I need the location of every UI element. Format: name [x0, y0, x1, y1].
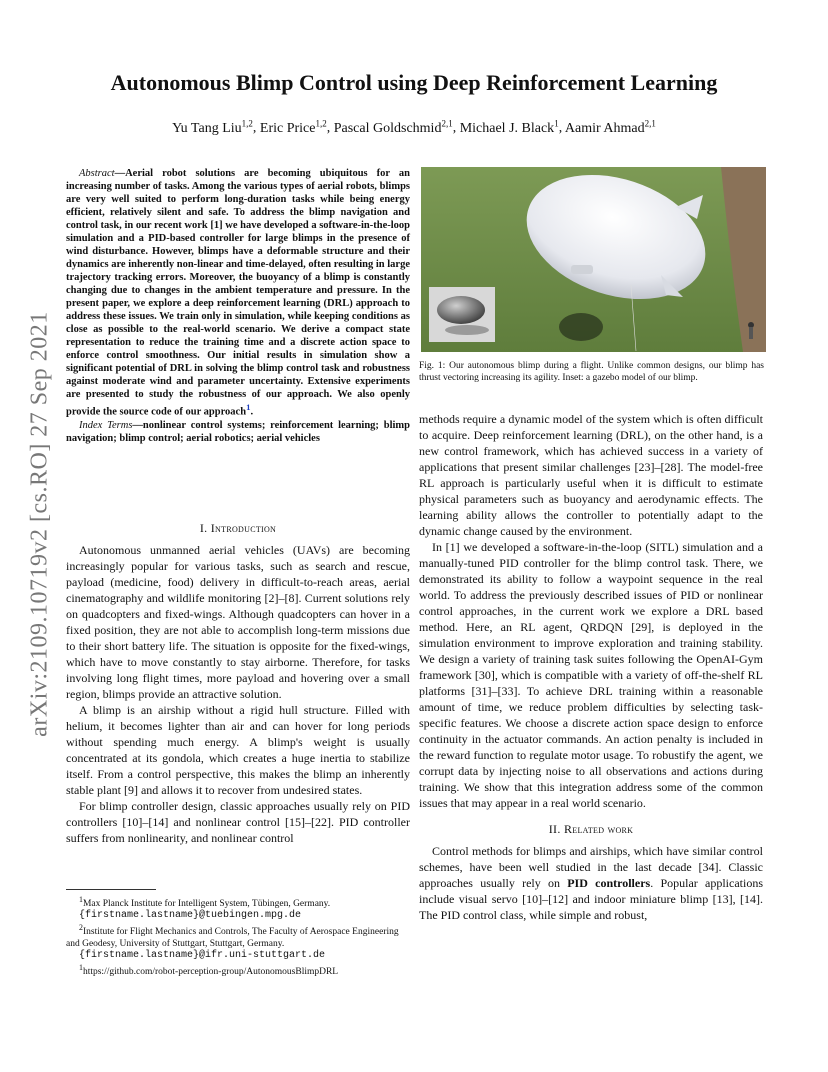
index-terms-label: Index Terms: [79, 419, 133, 431]
footnote-link[interactable]: 1: [246, 402, 251, 412]
footnotes: $^1$Max Planck Institute for Intelligent System, Tübingen, Germany. {firstname.lastname}@tuebingen.mpg.de $^2$Institute for Flight Mechanics and Controls, The Faculty of Aerospace Engineering and Geodesy, University of Stuttgart, Stuttgart, Germany. {firstname.lastname}@ifr.uni-stuttgart.de $^1$https://github.com/robot-perception-group/AutonomousBlimpDRL: [66, 894, 410, 978]
figure-caption: Fig. 1: Our autonomous blimp during a flight. Unlike common designs, our blimp has thrust vectoring increasing its agility. Inset: a gazebo model of our blimp.: [419, 361, 764, 383]
author: Michael J. Black$^1$: [459, 118, 559, 136]
section-heading-introduction: I. Introduction: [199, 521, 277, 535]
body-paragraph: methods require a dynamic model of the system which is often difficult to acquire. Deep reinforcement learning (DRL), on the other hand, is a new control framework, which has achieved success in a variety of applications that present similar challenges [23]–[28]. The model-free RL approach is particularly useful when it is difficult to estimate physical parameters such as buoyancy and aerodynamic effects. The learning ability allows the controller to potentially adapt to the dynamic change caused by the environment.: [419, 412, 763, 538]
paper-title: Autonomous Blimp Control using Deep Reinforcement Learning: [110, 70, 718, 95]
gondola: [571, 265, 593, 274]
abstract-text: Aerial robot solutions are becoming ubiquitous for an increasing number of tasks. Among the various types of aerial robots, blimps are very well suited to perform long-duration tasks while being energy efficient, relatively silent and safe. To address the blimp navigation and control task, in our recent work [1] we have developed a software-in-the-loop simulation and a PID-based controller for large blimps in the presence of wind disturbance. However, blimps have a deformable structure and their dynamics are inherently non-linear and time-delayed, often resulting in large trajectory tracking errors. Moreover, the buoyancy of a blimp is constantly changing due to changes in the ambient temperature and pressure. In the present paper, we explore a deep reinforcement learning (DRL) approach to address these issues. We train only in simulation, while keeping conditions as close as possible to the real-world scenario. We derive a compact state representation to reduce the training time and a discrete action space to enforce control smoothness. Our initial results in simulation show a significant potential of DRL in solving the blimp control task and robustness against moderate wind and parameter uncertainty. Extensive experiments are presented to study the robustness of our approach. We also openly provide the source code of our approach: [66, 168, 410, 418]
intro-paragraph: A blimp is an airship without a rigid hull structure. Filled with helium, it becomes lighter than air and can hover for long periods without spending much energy. A blimp's weight is usually concentrated at its gondola, which creates a huge inertia to stabilize itself. From a control perspective, this makes the blimp an inherently stable plant [9] and allows it to recover from undesired states.: [66, 703, 410, 797]
left-column-body: [66, 520, 410, 846]
arxiv-identifier: arXiv:2109.10719v2 [cs.RO] 27 Sep 2021: [26, 311, 53, 737]
inset-gazebo-model: [429, 287, 495, 342]
body-paragraph: In [1] we developed a software-in-the-loop (SITL) simulation and a manually-tuned PID controller for the blimp control task. There, we demonstrated its ability to follow a waypoint sequence in the real world. To address the previously described issues of PID or nonlinear control approaches, in the current work we explore a DRL based method. Here, an RL agent, QRDQN [29], is deployed in the simulation environment to improve exploration and training stability. We design a variety of training task suites following the OpenAI-Gym framework [30], which is compatible with a variety of off-the-shelf RL platforms [31]–[33]. To achieve DRL training within a reasonable amount of time, we reduce problem difficulties by selecting task-specific features. We choose a discrete action space design to enforce continuity in the actuator commands. An action penalty is included in the reward function to regulate motor usage. To robustify the agent, we corrupt data by injecting noise to all observations and actions during training. We show that this integration address some of the common issues that may appear in a real world scenario.: [419, 540, 763, 810]
intro-paragraph: For blimp controller design, classic approaches usually rely on PID controllers [10]–[14] and nonlinear control [15]–[22]. PID controller suffers from nonlinearity, and nonlinear control: [66, 799, 410, 845]
email-line: {firstname.lastname}@tuebingen.mpg.de: [79, 910, 302, 922]
email-line: {firstname.lastname}@ifr.uni-stuttgart.de: [79, 950, 326, 962]
author: Pascal Goldschmid$^{2,1}$: [333, 118, 453, 136]
footnote-divider: [66, 889, 156, 890]
author: Aamir Ahmad$^{2,1}$: [564, 118, 656, 136]
intro-paragraph: Autonomous unmanned aerial vehicles (UAVs) are becoming increasingly popular for various tasks, such as search and rescue, payload (medicine, food) delivery in difficult-to-reach areas, aerial cinematography and wildlife monitoring [2]–[8]. Current solutions rely on quadcopters and fixed-wings. Although quadcopters can hover in a fixed position, they are not able to accomplish long-term missions due to their short battery life. The situation is opposite for the fixed-wings, which have to move constantly to stay airborne. Therefore, for tasks involving long flight times, more payload and hovering over a small region, blimps provide an attractive solution.: [66, 543, 410, 701]
author: Yu Tang Liu$^{1,2}$: [172, 118, 253, 136]
blimp-photo: [421, 167, 766, 352]
related-paragraph: Control methods for blimps and airships, which have similar control schemes, have been well studied in the last decade [34]. Classic approaches usually rely on PID controllers. Popular applications include visual servo [10]–[12] and indoor miniature blimp [13], [14]. The PID control class, while simple and robust,: [419, 844, 763, 922]
author: Eric Price$^{1,2}$: [259, 118, 327, 136]
abstract: Abstract—Aerial robot solutions are becoming ubiquitous for an increasing number of tasks. Among the various types of aerial robots, blimps are very well suited to perform long-duration tasks while being energy efficient, relatively silent and safe. To address the blimp navigation and control task, in our recent work [1] we have developed a software-in-the-loop simulation and a PID-based controller for large blimps in the presence of wind disturbance. However, blimps have a deformable structure and their dynamics are inherently non-linear and time-delayed, often resulting in large trajectory tracking errors. Moreover, the buoyancy of a blimp is constantly changing due to changes in the ambient temperature and pressure. In the present paper, we explore a deep reinforcement learning (DRL) approach to address these issues. We train only in simulation, while keeping conditions as close as possible to the real-world scenario. We derive a compact state representation to reduce the training time and a discrete action space to enforce control smoothness. Our initial results in simulation show a significant potential of DRL in solving the blimp control task and robustness against moderate wind and parameter uncertainty. Extensive experiments are presented to study the robustness of our approach. We also openly provide the source code of our approach$^1$. Index Terms—nonlinear control systems; reinforcement learning; blimp navigation; blimp control; aerial robotics; aerial vehicles: [66, 168, 410, 444]
abstract-label: Abstract: [79, 168, 115, 179]
right-column-body: [419, 411, 763, 923]
section-heading-related-work: II. Related work: [548, 822, 634, 836]
blimp-shadow: [559, 313, 603, 341]
author-list: Yu Tang Liu$^{1,2}$, Eric Price$^{1,2}$, Pascal Goldschmid$^{2,1}$, Michael J. Black$^1$, Aamir Ahmad$^{2,1}$: [172, 118, 656, 136]
bold-term: PID controllers: [567, 876, 651, 890]
index-terms-text: nonlinear control systems; reinforcement learning; blimp navigation; blimp control; aerial robotics; aerial vehicles: [66, 419, 410, 444]
repo-link[interactable]: https://github.com/robot-perception-group/AutonomousBlimpDRL: [82, 967, 339, 978]
